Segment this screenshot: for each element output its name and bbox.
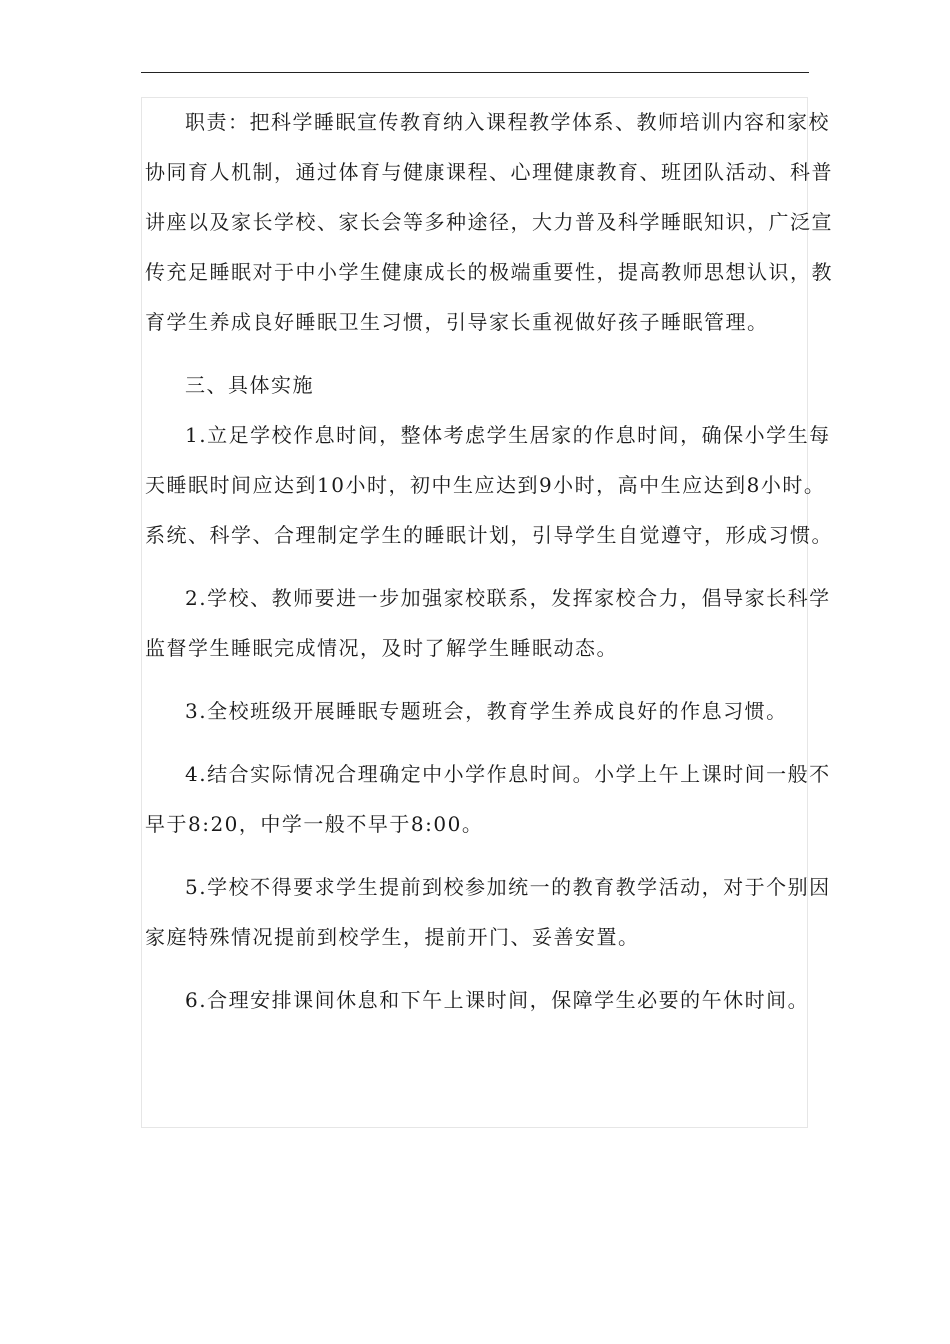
paragraph-item-6: 6.合理安排课间休息和下午上课时间，保障学生必要的午休时间。	[185, 988, 810, 1012]
paragraph-item-2: 2.学校、教师要进一步加强家校联系，发挥家校合力，倡导家长科学监督学生睡眠完成情况，及时了解学生睡眠动态。	[145, 586, 831, 660]
paragraph-item-5: 5.学校不得要求学生提前到校参加统一的教育教学活动，对于个别因家庭特殊情况提前到校学生，提前开门、妥善安置。	[145, 875, 831, 949]
document-body	[145, 97, 835, 1025]
paragraph-responsibilities: 职责：把科学睡眠宣传教育纳入课程教学体系、教师培训内容和家校协同育人机制，通过体育与健康课程、心理健康教育、班团队活动、科普讲座以及家长学校、家长会等多种途径，大力普及科学睡眠知识，广泛宣传充足睡眠对于中小学生健康成长的极端重要性，提高教师思想认识，教育学生养成良好睡眠卫生习惯，引导家长重视做好孩子睡眠管理。	[145, 110, 833, 334]
header-rule	[141, 72, 809, 73]
paragraph-item-4: 4.结合实际情况合理确定中小学作息时间。小学上午上课时间一般不早于8:20，中学一般不早于8:00。	[145, 762, 831, 836]
paragraph-item-1: 1.立足学校作息时间，整体考虑学生居家的作息时间，确保小学生每天睡眠时间应达到10小时，初中生应达到9小时，高中生应达到8小时。系统、科学、合理制定学生的睡眠计划，引导学生自觉遵守，形成习惯。	[145, 423, 833, 547]
paragraph-item-3: 3.全校班级开展睡眠专题班会，教育学生养成良好的作息习惯。	[185, 699, 788, 723]
section-heading-implementation: 三、具体实施	[185, 373, 314, 397]
